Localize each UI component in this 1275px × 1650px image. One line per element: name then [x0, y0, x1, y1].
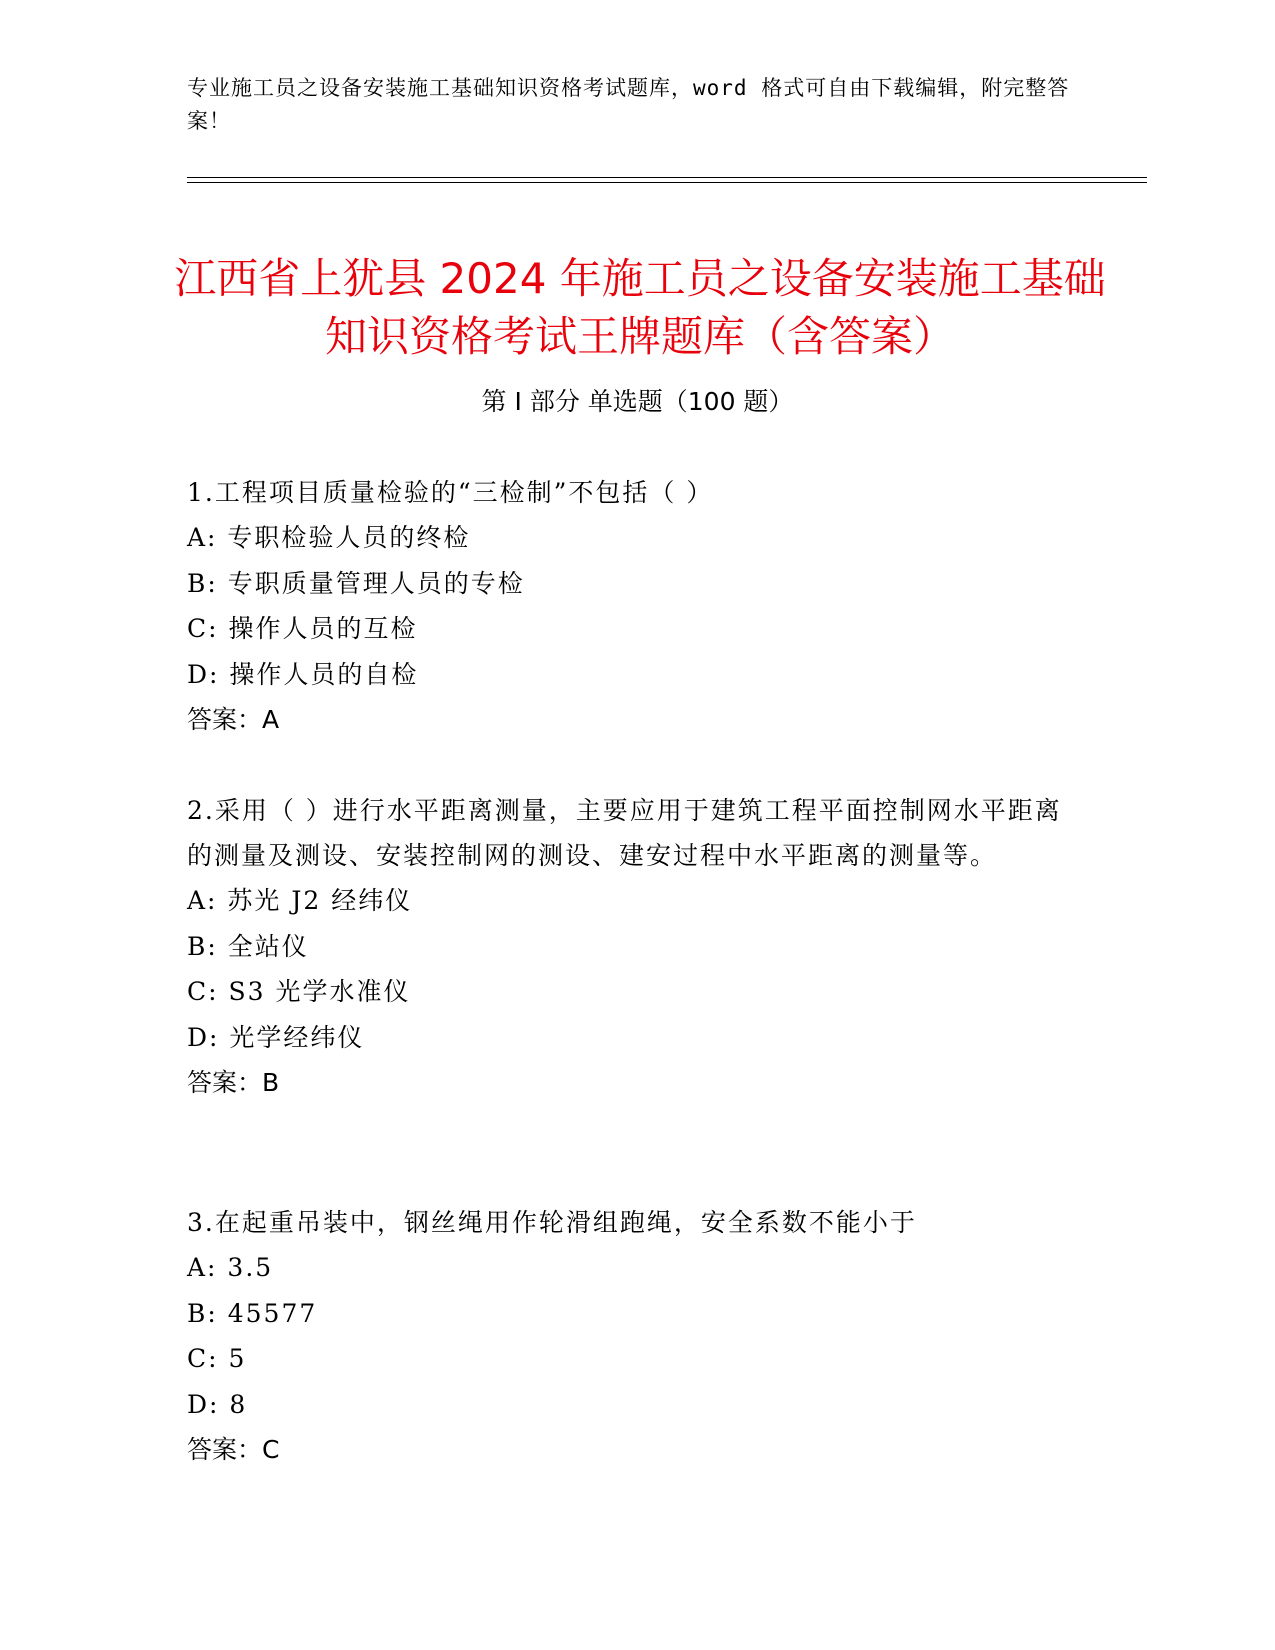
- header-divider-bottom: [187, 182, 1147, 183]
- question-stem: 1.工程项目质量检验的“三检制”不包括（ ）: [187, 478, 714, 507]
- option-d: D: 光学经纬仪: [187, 1022, 365, 1052]
- header-note: 专业施工员之设备安装施工基础知识资格考试题库，word 格式可自由下载编辑，附完整答案！: [187, 76, 1070, 133]
- option-b: B: 全站仪: [187, 931, 309, 961]
- document-title: 江西省上犹县 2024 年施工员之设备安装施工基础知识资格考试王牌题库（含答案）: [174, 254, 1106, 362]
- section-heading: 第 I 部分 单选题（100 题）: [481, 387, 794, 416]
- option-d: D: 操作人员的自检: [187, 659, 419, 689]
- answer: 答案：B: [187, 1068, 280, 1097]
- option-a: A: 苏光 J2 经纬仪: [187, 886, 413, 915]
- option-d: D: 8: [187, 1389, 248, 1419]
- option-a: A: 3.5: [187, 1253, 274, 1282]
- header-divider-top: [187, 177, 1147, 178]
- question-stem: 2.采用（ ）进行水平距离测量，主要应用于建筑工程平面控制网水平距离的测量及测设、安装控制网的测设、建安过程中水平距离的测量等。: [187, 796, 1062, 870]
- option-c: C: 5: [187, 1344, 247, 1373]
- option-c: C: 操作人员的互检: [187, 614, 418, 643]
- option-b: B: 45577: [187, 1298, 318, 1328]
- question-stem: 3.在起重吊装中，钢丝绳用作轮滑组跑绳，安全系数不能小于: [187, 1208, 917, 1237]
- option-a: A: 专职检验人员的终检: [187, 523, 471, 552]
- question-1: [187, 470, 1087, 742]
- answer: 答案：A: [187, 705, 280, 734]
- question-2: [187, 788, 1087, 1105]
- option-b: B: 专职质量管理人员的专检: [187, 568, 525, 598]
- question-3: [187, 1200, 1087, 1472]
- option-c: C: S3 光学水准仪: [187, 977, 411, 1006]
- answer: 答案：C: [187, 1435, 280, 1464]
